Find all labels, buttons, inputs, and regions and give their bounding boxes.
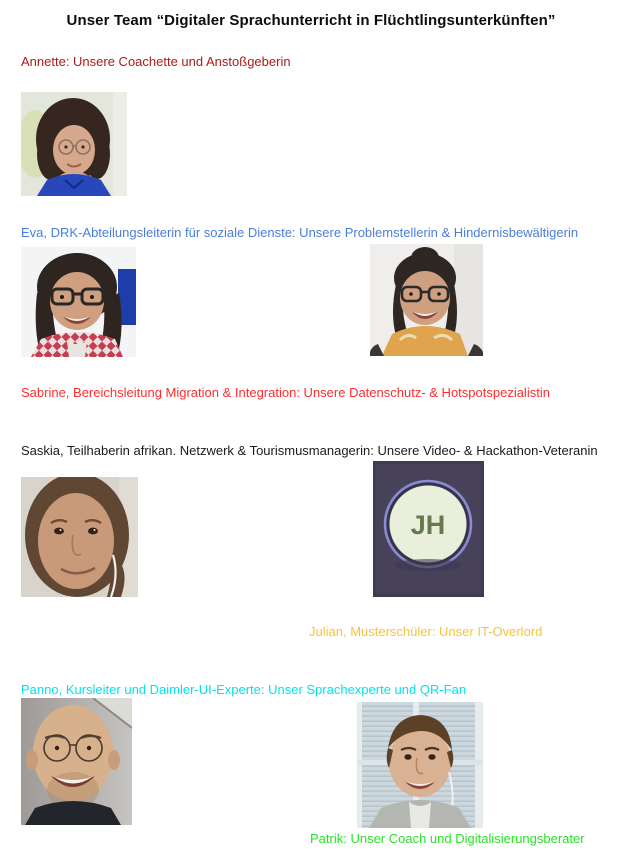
caption-julian: Julian, Musterschüler: Unser IT-Overlord: [309, 624, 543, 639]
caption-saskia: Saskia, Teilhaberin afrikan. Netzwerk & Tourismusmanagerin: Unsere Video- & Hackathon-Veteranin: [21, 443, 598, 458]
caption-eva: Eva, DRK-Abteilungsleiterin für soziale Dienste: Unsere Problemstellerin & Hindernisbewältigerin: [21, 225, 579, 240]
annette-photo: [21, 92, 127, 196]
avatar-initials: JH: [410, 510, 446, 540]
eva-photo-scarf: [21, 247, 136, 357]
caption-annette: Annette: Unsere Coachette und Anstoßgeberin: [21, 54, 291, 69]
caption-patrik: Patrik: Unser Coach und Digitalisierungsberater: [310, 831, 585, 846]
caption-panno: Panno, Kursleiter und Daimler-UI-Experte: Unser Sprachexperte und QR-Fan: [21, 682, 467, 697]
eva-photo-orange-scarf: [370, 244, 483, 356]
saskia-photo: [21, 477, 138, 597]
patrik-photo: [357, 702, 483, 828]
caption-sabrine: Sabrine, Bereichsleitung Migration & Integration: Unsere Datenschutz- & Hotspotspezialistin: [21, 385, 550, 400]
panno-photo: [21, 698, 132, 825]
julian-avatar-tile: [373, 461, 484, 597]
page-title: Unser Team “Digitaler Sprachunterricht in Flüchtlingsunterkünften”: [66, 12, 556, 29]
